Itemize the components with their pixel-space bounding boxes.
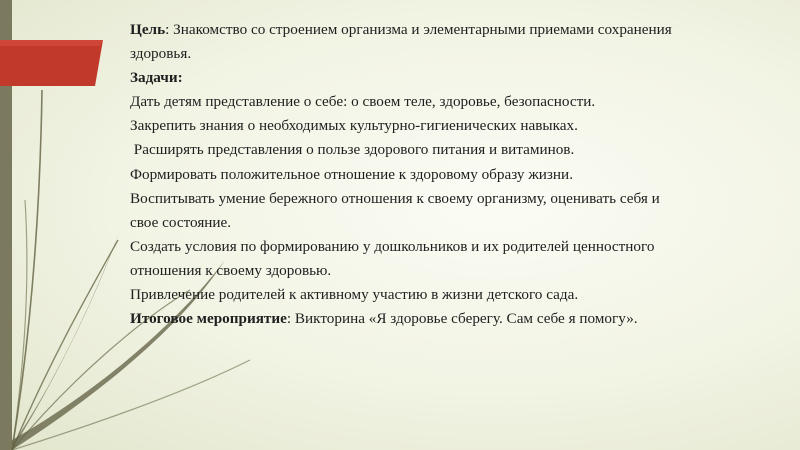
text-line bbox=[130, 18, 770, 42]
text-line bbox=[130, 307, 770, 331]
text-line bbox=[130, 114, 770, 138]
text-line bbox=[130, 90, 770, 114]
text-line bbox=[130, 211, 770, 235]
text-line bbox=[130, 138, 770, 162]
line-text: Дать детям представление о себе: о своем теле, здоровье, безопасности. bbox=[130, 93, 596, 111]
bold-label: Цель bbox=[130, 21, 166, 38]
line-text: отношения к своему здоровью. bbox=[130, 261, 332, 279]
line-text: Формировать положительное отношение к здоровому образу жизни. bbox=[130, 165, 573, 183]
line-text: Создать условия по формированию у дошкольников и их родителей ценностного bbox=[130, 237, 655, 255]
bold-label: Итоговое мероприятие bbox=[130, 310, 287, 328]
text-line bbox=[130, 259, 770, 283]
line-text: Привлечение родителей к активному участию в жизни детского сада. bbox=[130, 286, 579, 304]
bold-label: Задачи: bbox=[130, 69, 183, 87]
text-line bbox=[130, 283, 770, 307]
line-text: : Знакомство со строением организма и элементарными приемами сохранения bbox=[165, 21, 672, 38]
line-text: Закрепить знания о необходимых культурно-гигиенических навыках. bbox=[130, 117, 578, 135]
text-line bbox=[130, 187, 770, 211]
line-text: Воспитывать умение бережного отношения к своему организму, оценивать себя и bbox=[130, 189, 660, 207]
text-line bbox=[130, 42, 770, 66]
line-text: Расширять представления о пользе здорового питания и витаминов. bbox=[130, 141, 575, 159]
red-banner bbox=[0, 40, 103, 86]
line-text: здоровья. bbox=[130, 45, 192, 63]
line-text: свое состояние. bbox=[130, 213, 232, 231]
text-line bbox=[130, 163, 770, 187]
line-text: : Викторина «Я здоровье сберегу. Сам себе я помогу». bbox=[286, 310, 638, 328]
text-line bbox=[130, 66, 770, 90]
slide-content bbox=[130, 18, 770, 331]
text-line bbox=[130, 235, 770, 259]
